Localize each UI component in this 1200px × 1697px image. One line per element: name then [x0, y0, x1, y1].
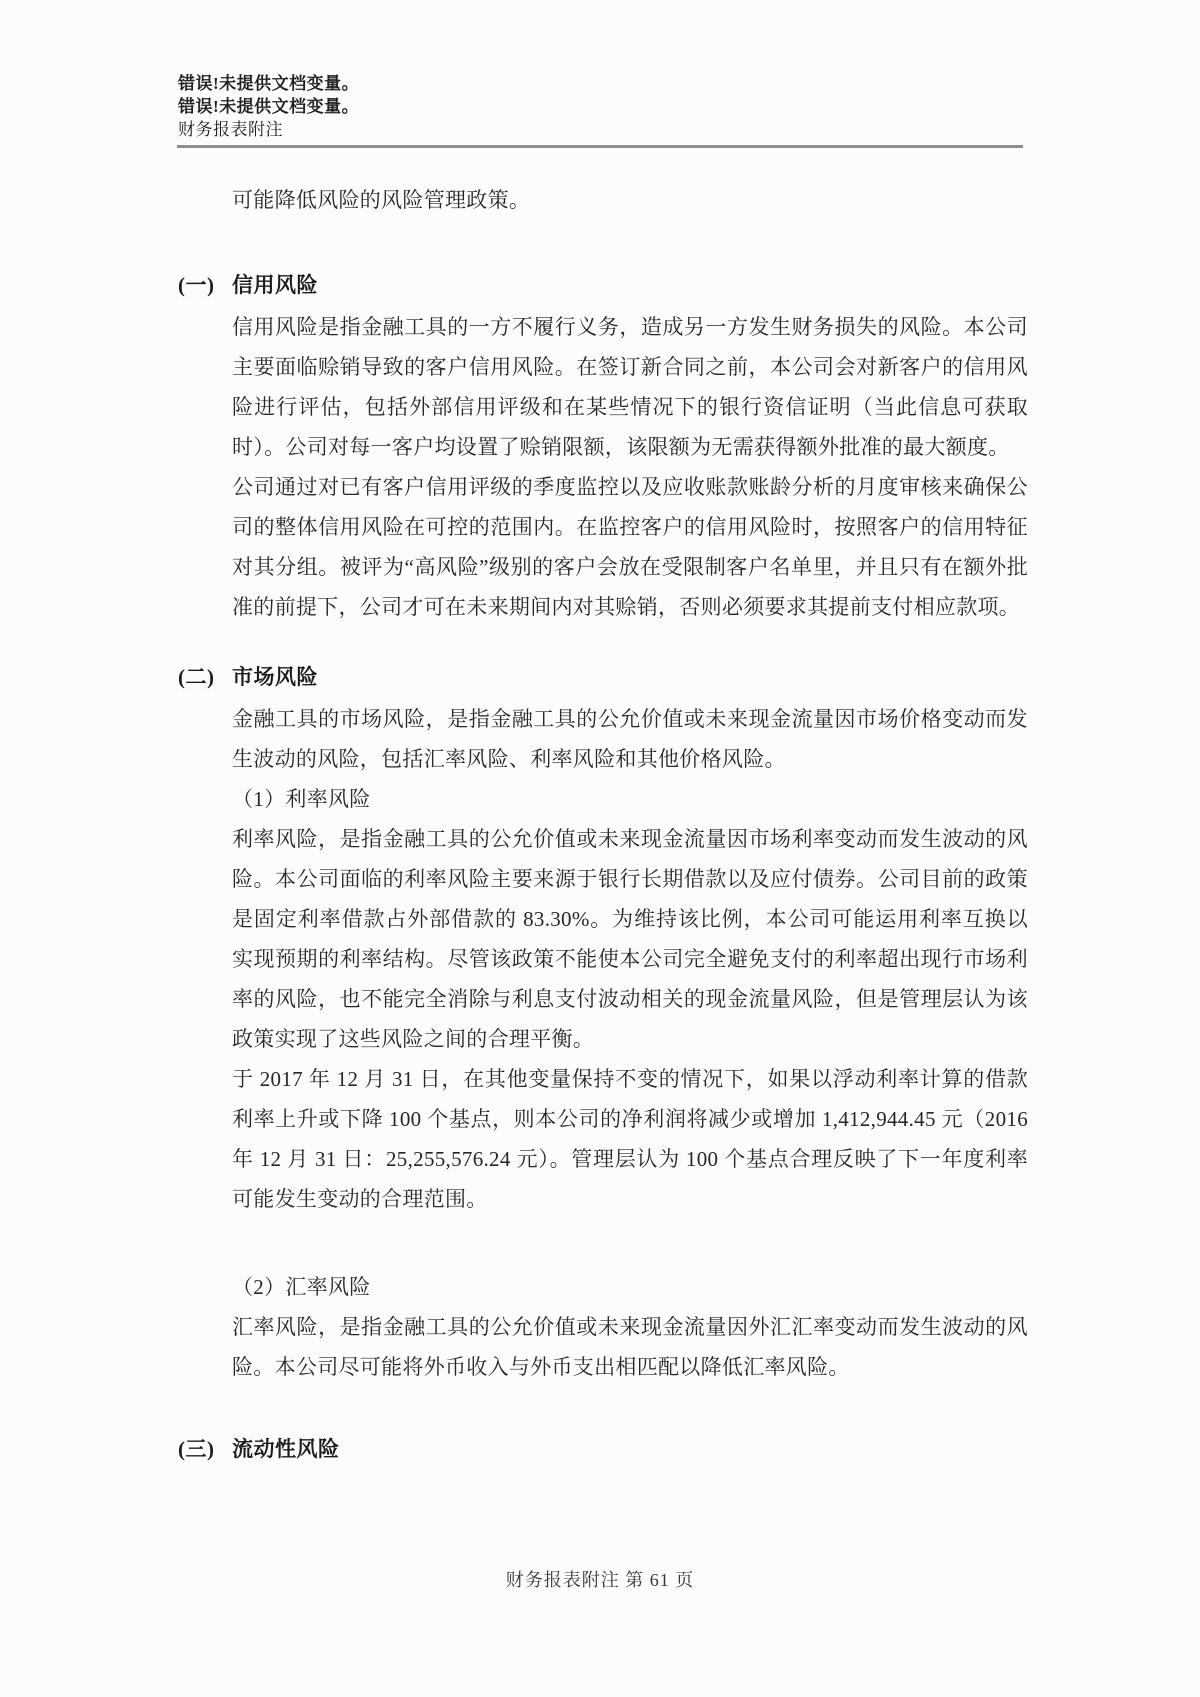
paragraph: 汇率风险，是指金融工具的公允价值或未来现金流量因外汇汇率变动而发生波动的风险。本公司尽可能将外币收入与外币支出相匹配以降低汇率风险。 — [232, 1315, 1028, 1379]
paragraph: 信用风险是指金融工具的一方不履行义务，造成另一方发生财务损失的风险。本公司主要面临赊销导致的客户信用风险。在签订新合同之前，本公司会对新客户的信用风险进行评估，包括外部信用评级和在某些情况下的银行资信证明（当此信息可获取时）。公司对每一客户均设置了赊销限额，该限额为无需获得额外批准的最大额度。 — [232, 315, 1028, 459]
subsection-heading-interest-rate-risk: （1）利率风险 — [232, 787, 371, 811]
paragraph: 于 2017 年 12 月 31 日，在其他变量保持不变的情况下，如果以浮动利率计算的借款利率上升或下降 100 个基点，则本公司的净利润将减少或增加 1,412,944.45 元（2016 年 12 月 31 日：25,255,576.24 元）。管理层认为 100 个基点合理反映了下一年度利率可能发生变动的合理范围。 — [232, 1067, 1028, 1211]
section-title: 信用风险 — [232, 273, 318, 297]
intro-paragraph: 可能降低风险的风险管理政策。 — [232, 188, 531, 212]
section-title: 流动性风险 — [232, 1437, 340, 1461]
header-doc-variable-error-1: 错误!未提供文档变量。 — [178, 74, 360, 93]
section-heading-credit-risk — [178, 271, 1028, 299]
paragraph: 利率风险，是指金融工具的公允价值或未来现金流量因市场利率变动而发生波动的风险。本公司面临的利率风险主要来源于银行长期借款以及应付债券。公司目前的政策是固定利率借款占外部借款的 83.30%。为维持该比例，本公司可能运用利率互换以实现预期的利率结构。尽管该政策不能使本公司完全避免支付的利率超出现行市场利率的风险，也不能完全消除与利息支付波动相关的现金流量风险，但是管理层认为该政策实现了这些风险之间的合理平衡。 — [232, 827, 1028, 1051]
page-header — [0, 0, 1200, 141]
paragraph: 公司通过对已有客户信用评级的季度监控以及应收账款账龄分析的月度审核来确保公司的整体信用风险在可控的范围内。在监控客户的信用风险时，按照客户的信用特征对其分组。被评为“高风险”级别的客户会放在受限制客户名单里，并且只有在额外批准的前提下，公司才可在未来期间内对其赊销，否则必须要求其提前支付相应款项。 — [232, 475, 1028, 619]
section-number: (一) — [178, 273, 215, 297]
section-number: (二) — [178, 665, 215, 689]
section-credit-risk — [178, 271, 1028, 627]
header-rule — [177, 145, 1023, 148]
section-heading-liquidity-risk — [178, 1435, 1028, 1463]
header-doc-variable-error-2: 错误!未提供文档变量。 — [178, 97, 360, 116]
section-market-risk — [178, 663, 1028, 1387]
paragraph: 金融工具的市场风险，是指金融工具的公允价值或未来现金流量因市场价格变动而发生波动的风险，包括汇率风险、利率风险和其他价格风险。 — [232, 707, 1028, 771]
section-title: 市场风险 — [232, 665, 318, 689]
section-liquidity-risk — [178, 1435, 1028, 1463]
footer-page-label: 财务报表附注 第 61 页 — [505, 1570, 695, 1590]
section-heading-market-risk — [178, 663, 1028, 691]
subsection-heading-exchange-rate-risk: （2）汇率风险 — [232, 1275, 371, 1299]
document-body — [0, 186, 1028, 1463]
page-footer — [0, 1568, 1200, 1592]
header-subtitle: 财务报表附注 — [178, 120, 283, 139]
section-number: (三) — [178, 1437, 215, 1461]
